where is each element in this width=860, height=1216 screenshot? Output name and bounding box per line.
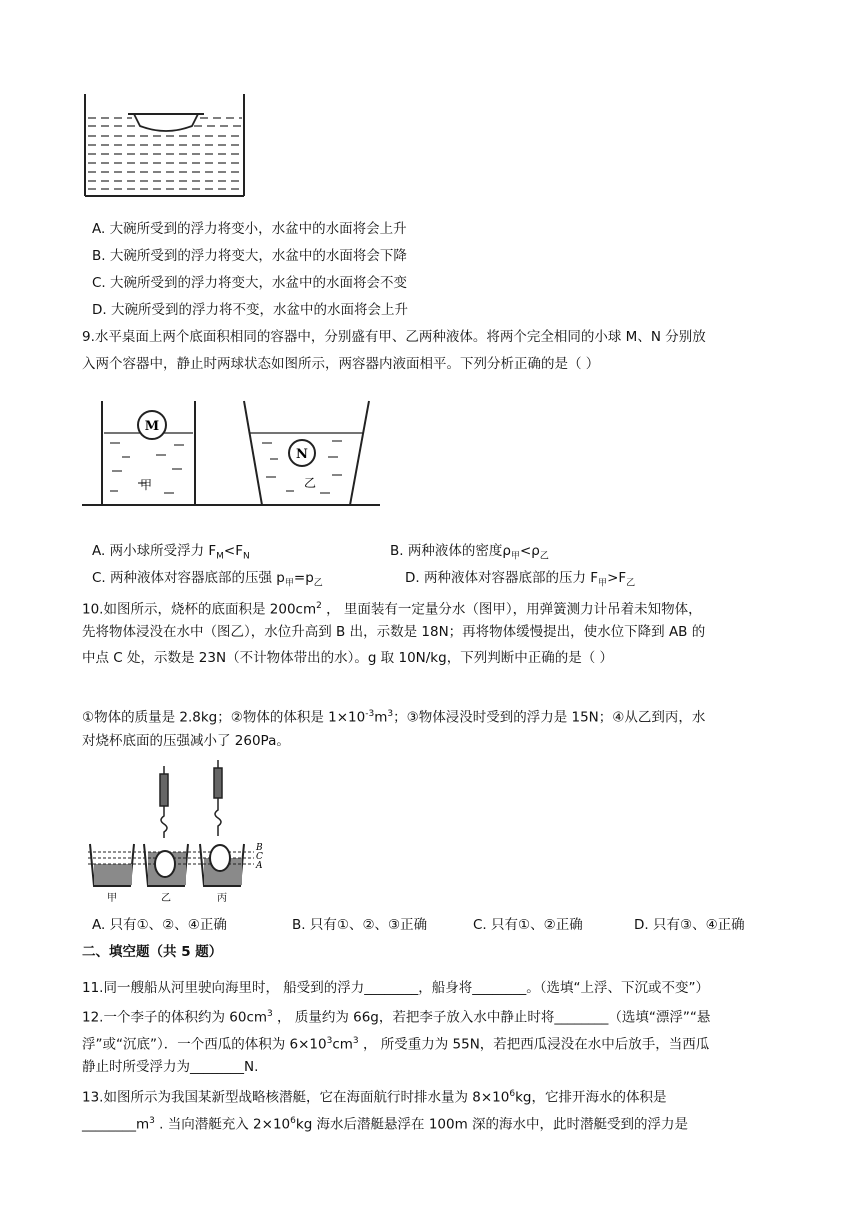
q12-line2-sup: 3 [326, 1036, 333, 1046]
q9-option-a-sub2: N [242, 551, 250, 562]
q11-text: 11.同一艘船从河里驶向海里时， 船受到的浮力________，船身将________。（选填“上浮、下沉或不变”） [82, 980, 709, 996]
q13-line2-sup: 3 [149, 1116, 155, 1126]
q9-option-a-sub1: M [216, 551, 224, 562]
q8-option-d: D. 大碗所受到的浮力将不变，水盆中的水面将会上升 [92, 302, 408, 318]
q10-option-d: D. 只有③、④正确 [634, 917, 745, 933]
q9-option-d-sub1: 甲 [598, 578, 608, 589]
q13-line2-b: . 当向潜艇充入 2×10 [154, 1116, 291, 1133]
beaker-label-jia: 甲 [107, 893, 117, 904]
q9-option-c-mid: =p [293, 570, 314, 586]
q9-option-d-text: D. 两种液体对容器底部的压力 F [405, 570, 599, 586]
q10-stem-line3: 中点 C 处，示数是 23N（不计物体带出的水）。g 取 10N/kg，下列判断中正确的是（ ） [82, 650, 613, 666]
q8-option-c: C. 大碗所受到的浮力将变大，水盆中的水面将会不变 [92, 275, 408, 291]
q12-line2-a: 浮”或“沉底”）．一个西瓜的体积为 6×10 [82, 1036, 327, 1053]
q9-option-a [92, 541, 250, 567]
q8-option-b: B. 大碗所受到的浮力将变大，水盆中的水面将会下降 [92, 248, 407, 264]
level-label-b: B [256, 843, 263, 853]
q12-line2-c: ， 所受重力为 55N，若把西瓜浸没在水中后放手，当西瓜 [358, 1036, 710, 1053]
q10-stem-line1-b: ， 里面装有一定量分水（图甲），用弹簧测力计吊着未知物体， [321, 601, 702, 618]
q12-line1 [82, 1004, 710, 1028]
q10-stmt-line1-b: m [374, 709, 388, 726]
q9-option-d [405, 568, 635, 594]
section-title: 二、填空题（共 5 题） [82, 944, 223, 960]
q13-line1-a: 13.如图所示为我国某新型战略核潜艇，它在海面航行时排水量为 8×10 [82, 1089, 510, 1106]
q12-line1-b: ， 质量约为 66g，若把李子放入水中静止时将________（选填“漂浮”“悬 [272, 1009, 711, 1026]
container-right-label: 乙 [303, 476, 317, 490]
q9-option-a-text: A. 两小球所受浮力 F [92, 543, 217, 559]
two-containers-figure [82, 395, 382, 510]
q10-option-a: A. 只有①、②、④正确 [92, 917, 227, 933]
q12-line1-sup: 3 [267, 1009, 273, 1019]
q9-option-a-mid: <F [223, 543, 243, 559]
ball-m-label: M [144, 419, 160, 434]
q13-line2-sup2: 6 [290, 1116, 296, 1126]
q13-line2-a: ________m [82, 1116, 150, 1133]
spring-scale-beakers-figure [82, 760, 272, 905]
level-label-a: A [256, 861, 263, 871]
q9-option-c-text: C. 两种液体对容器底部的压强 p [92, 570, 285, 586]
level-label-c: C [256, 852, 263, 862]
q10-stem-line1-sup: 2 [316, 601, 322, 611]
q12-line3: 静止时所受浮力为________N. [82, 1059, 259, 1075]
q13-line1-b: kg，它排开海水的体积是 [515, 1089, 667, 1106]
q9-stem-line1: 9.水平桌面上两个底面积相同的容器中，分别盛有甲、乙两种液体。将两个完全相同的小球 M、N 分别放 [82, 329, 706, 345]
q9-option-c [92, 568, 323, 594]
q12-line1-a: 12.一个李子的体积约为 60cm [82, 1009, 268, 1026]
q9-option-b-text: B. 两种液体的密度ρ [390, 543, 511, 559]
q12-line2 [82, 1031, 709, 1055]
q10-statements-line1 [82, 704, 705, 728]
container-left-label: 甲 [139, 478, 153, 492]
q9-stem-line2: 入两个容器中，静止时两球状态如图所示，两容器内液面相平。下列分析正确的是（ ） [82, 356, 600, 372]
beaker-label-bing: 丙 [217, 893, 227, 904]
q10-statements-line2: 对烧杯底面的压强减小了 260Pa。 [82, 733, 290, 749]
q13-line1 [82, 1084, 666, 1108]
q9-option-c-sub2: 乙 [313, 578, 323, 589]
q10-stem-line2: 先将物体浸没在水中（图乙），水位升高到 B 出，示数是 18N；再将物体缓慢提出，使水位下降到 AB 的 [82, 624, 706, 640]
q8-option-a: A. 大碗所受到的浮力将变小，水盆中的水面将会上升 [92, 221, 407, 237]
q13-line2-c: kg 海水后潜艇悬浮在 100m 深的海水中，此时潜艇受到的浮力是 [295, 1116, 689, 1133]
q13-line1-sup: 6 [509, 1089, 516, 1099]
q9-option-d-mid: >F [607, 570, 627, 586]
q9-option-c-sub1: 甲 [284, 578, 294, 589]
q10-stem-line1-a: 10.如图所示，烧杯的底面积是 200cm [82, 601, 317, 618]
q10-option-c: C. 只有①、②正确 [473, 917, 583, 933]
q9-option-b-mid: <ρ [519, 543, 540, 559]
ball-n-label: N [296, 447, 308, 462]
bowl-basin-figure [82, 92, 248, 200]
q9-option-b-sub1: 甲 [510, 551, 520, 562]
q9-option-b-sub2: 乙 [539, 551, 549, 562]
q10-stmt-line1-c: ；③物体浸没时受到的浮力是 15N；④从乙到丙，水 [393, 709, 706, 726]
q10-stem-line1 [82, 596, 702, 620]
q9-option-b [390, 541, 549, 567]
q10-option-b: B. 只有①、②、③正确 [292, 917, 428, 933]
q9-option-d-sub2: 乙 [626, 578, 636, 589]
q12-line2-sup2: 3 [352, 1036, 359, 1046]
q13-line2 [82, 1111, 688, 1135]
q10-stmt-line1-a: ①物体的质量是 2.8kg；②物体的体积是 1×10 [82, 709, 366, 726]
beaker-label-yi: 乙 [161, 893, 171, 904]
q12-line2-b: cm [332, 1036, 353, 1053]
q10-stmt-line1-sup2: 3 [387, 709, 394, 719]
q10-stmt-line1-sup: -3 [365, 709, 375, 719]
